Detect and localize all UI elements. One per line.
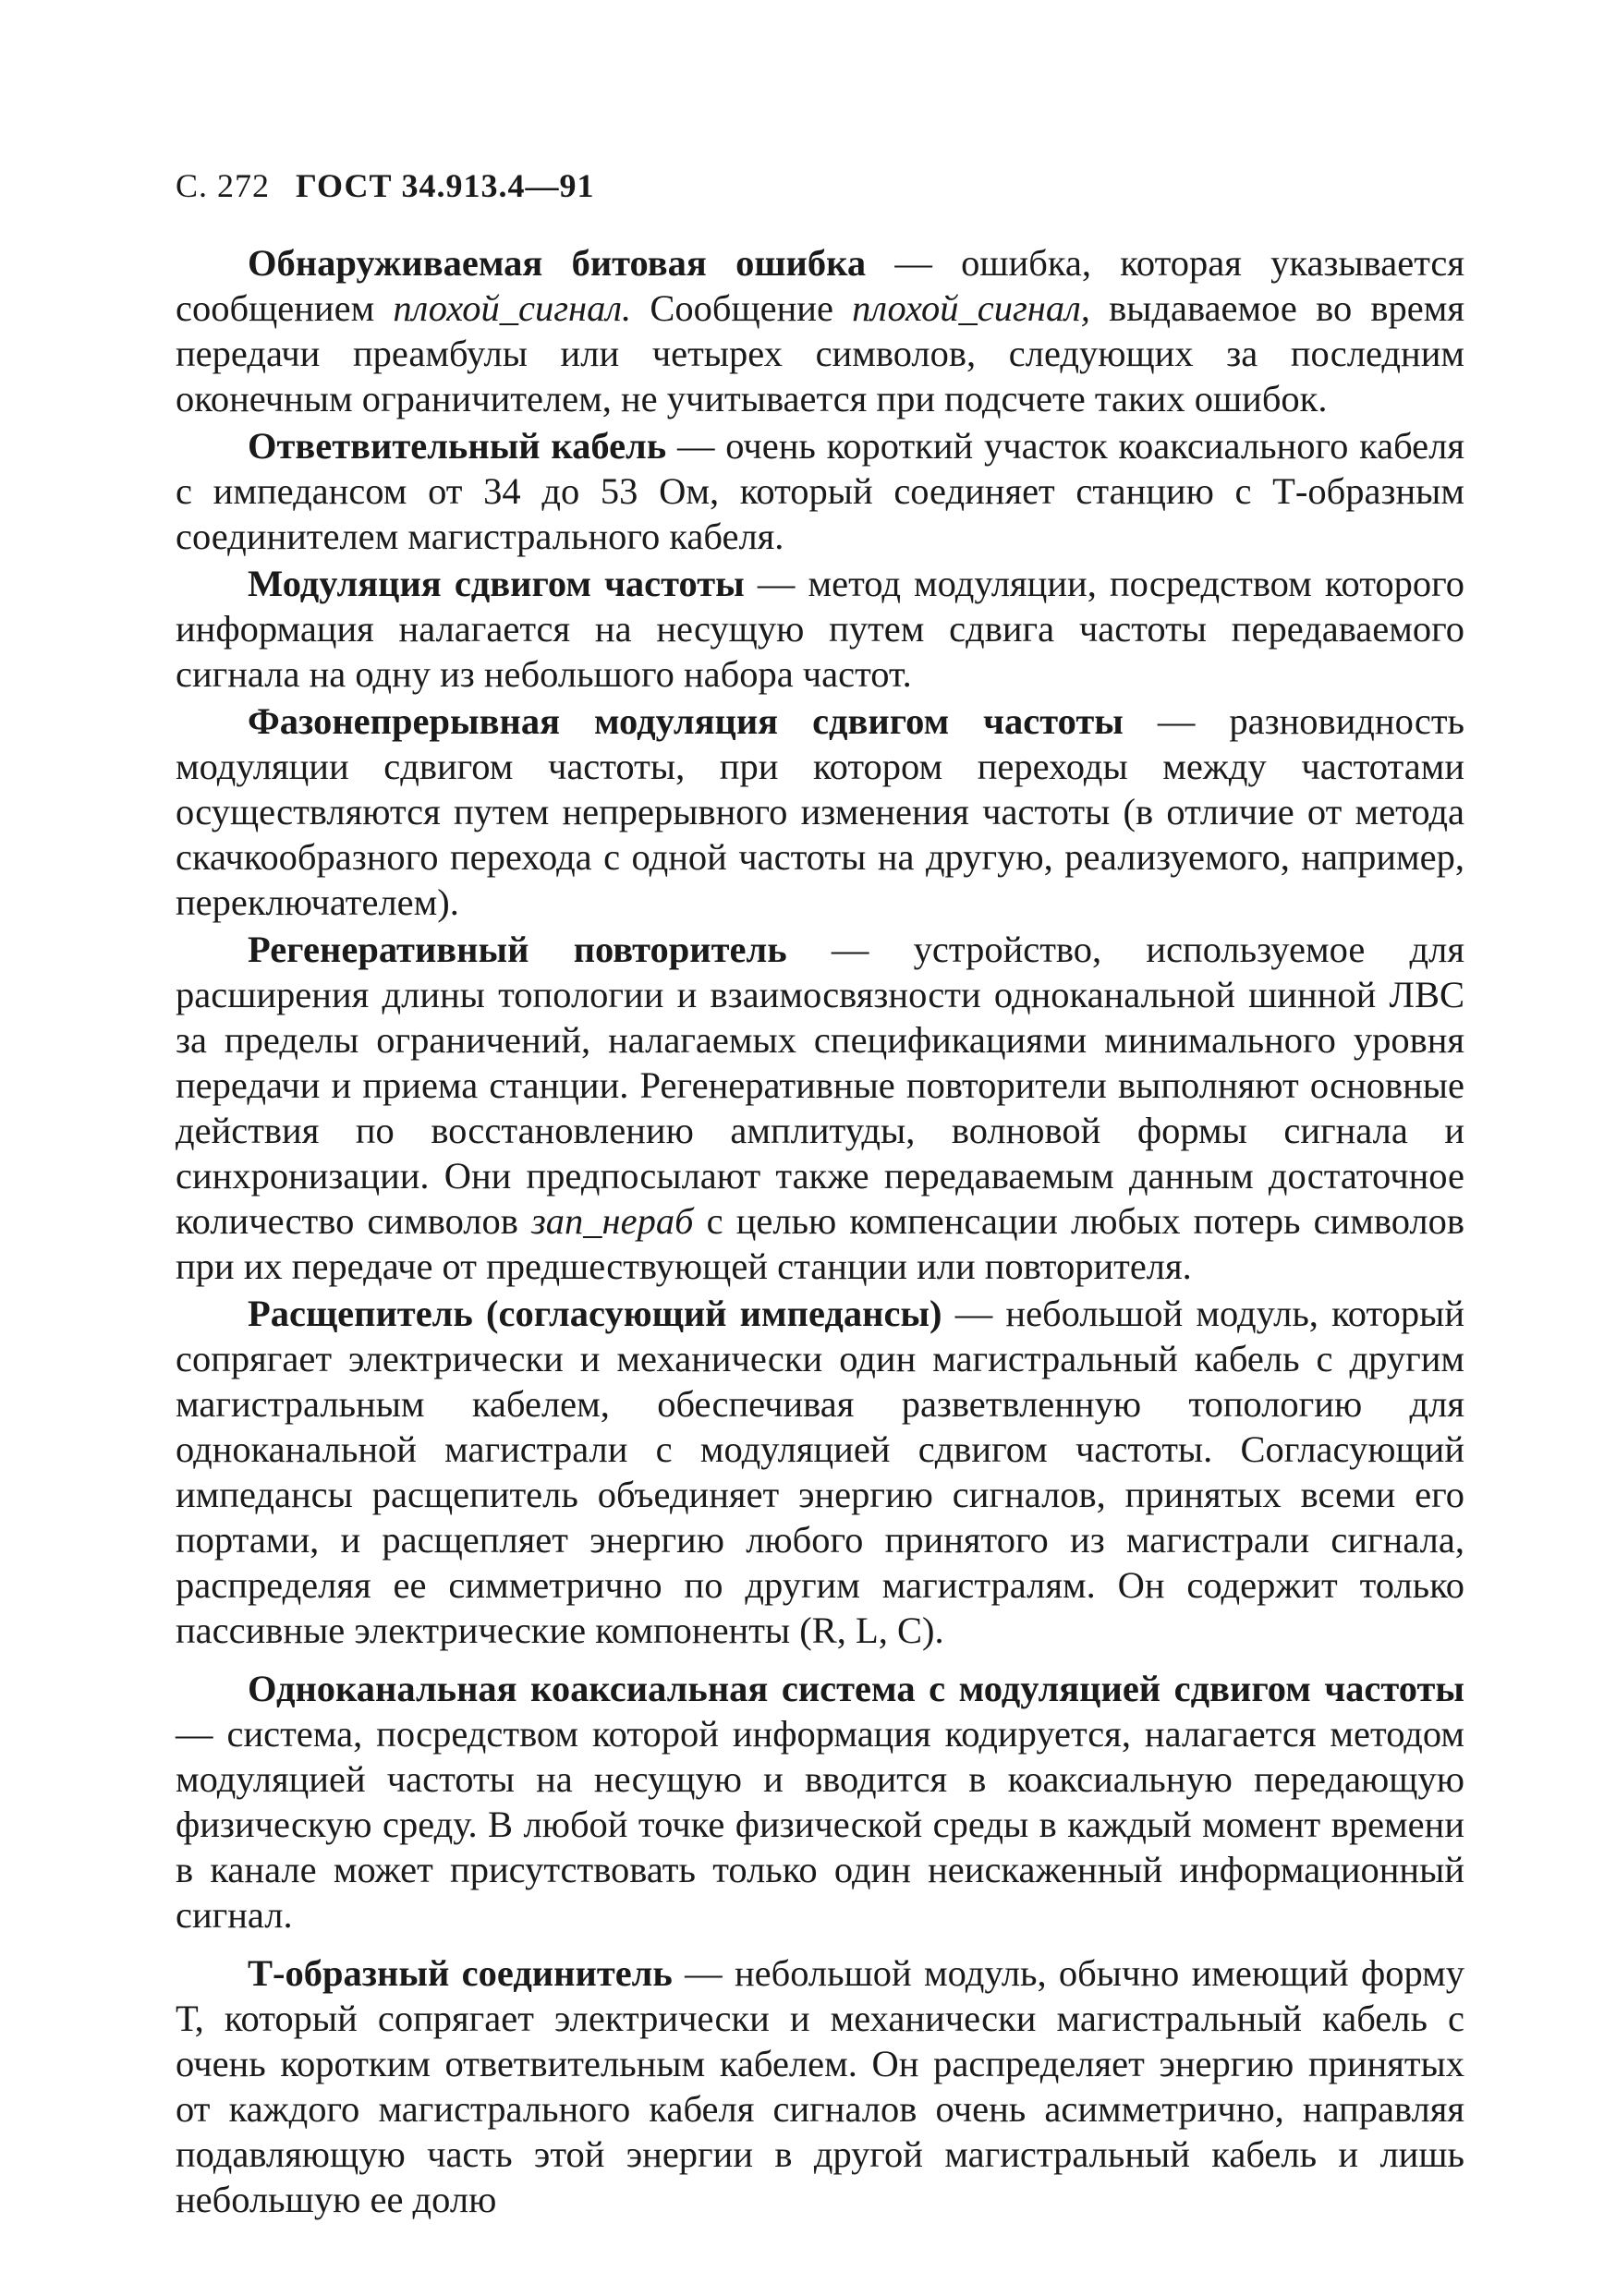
signal-name: плохой_сигнал. [393, 287, 632, 329]
definition-text: — очень короткий участок коаксиального кабеля с импедансом от 34 до 53 Ом, который соединяет станцию с Т-образным соединителем магистрального кабеля. [176, 425, 1464, 557]
term: Ответвительный кабель [248, 425, 667, 467]
definition-text: с целью компенсации любых потерь символов при их передаче от предшествующей станции или повторителя. [176, 1200, 1464, 1287]
definition-drop-cable [176, 423, 1464, 559]
symbol-name: зап_нераб [531, 1200, 694, 1242]
definition-text: выдаваемое во время передачи преамбулы или четырех символов, следующих за последним оконечным ограничителем, не учитывается при подсчете таких ошибок. [176, 287, 1464, 419]
page-header [176, 166, 1464, 205]
term: Обнаруживаемая битовая ошибка [248, 242, 867, 284]
term: Модуляция сдвигом частоты [248, 563, 745, 604]
definition-t-connector [176, 1950, 1464, 2222]
definition-splitter [176, 1291, 1464, 1653]
definition-single-channel-coax-system [176, 1666, 1464, 1938]
term: Расщепитель (согласующий импедансы) [248, 1293, 942, 1334]
definition-text: — небольшой модуль, который сопрягает электрически и механически один магистральный кабель с другим магистральным кабелем, обеспечивая разветвленную топологию для одноканальной магистрали с модуляцией сдвигом частоты. Согласующий импедансы расщепитель объединяет энергию сигналов, принятых всеми его портами, и расщепляет энергию любого принятого из магистрали сигнала, распределяя ее симметрично по другим магистралям. Он содержит только пассивные электрические компоненты (R, L, C). [176, 1293, 1464, 1651]
definition-regenerative-repeater [176, 927, 1464, 1289]
definition-text: Сообщение [631, 287, 853, 329]
definition-text: — метод модуляции, посредством которого информация налагается на несущую путем сдвига частоты передаваемого сигнала на одну из небольшого набора частот. [176, 563, 1464, 695]
definition-text: — устройство, используемое для расширения длины топологии и взаимосвязности одноканальной шинной ЛВС за пределы ограничений, налагаемых спецификациями минимального уровня передачи и приема станции. Регенеративные повторители выполняют основные действия по восстановлению амплитуды, волновой формы сигнала и синхронизации. Они предпосылают также передаваемым данным достаточное количество символов [176, 929, 1465, 1242]
definition-phase-continuous-fsk [176, 699, 1464, 925]
definition-text: — разновидность модуляции сдвигом частоты, при котором переходы между частотами осуществляются путем непрерывного изменения частоты (в отличие от метода скачкообразного перехода с одной частоты на другую, реализуемого, например, переключателем). [176, 700, 1464, 923]
term: Фазонепрерывная модуляция сдвигом частоты [248, 700, 1124, 742]
definition-text: — небольшой модуль, обычно имеющий форму Т, который сопрягает электрически и механически магистральный кабель с очень коротким ответвительным кабелем. Он распределяет энергию принятых от каждого магистрального кабеля сигналов очень асимметрично, направляя подавляющую часть этой энергии в другой магистральный кабель и лишь небольшую ее долю [176, 1952, 1464, 2220]
definition-fsk [176, 561, 1464, 697]
term: Регенеративный повторитель [248, 929, 787, 970]
term: Т-образный соединитель [248, 1952, 673, 1994]
document-page [176, 166, 1464, 2224]
term: Одноканальная коаксиальная система с модуляцией сдвигом частоты [248, 1668, 1464, 1709]
standard-code: ГОСТ 34.913.4—91 [296, 167, 595, 204]
definition-text: — ошибка, которая указывается сообщением [176, 242, 1464, 329]
definition-text: — система, посредством которой информация кодируется, налагается методом модуляцией частоты на несущую и вводится в коаксиальную передающую физическую среду. В любой точке физической среды в каждый момент времени в канале может присутствовать только один неискаженный информационный сигнал. [176, 1713, 1464, 1936]
page-number: С. 272 [176, 167, 271, 204]
signal-name: плохой_сигнал, [852, 287, 1090, 329]
definition-detectable-bit-error [176, 240, 1464, 421]
